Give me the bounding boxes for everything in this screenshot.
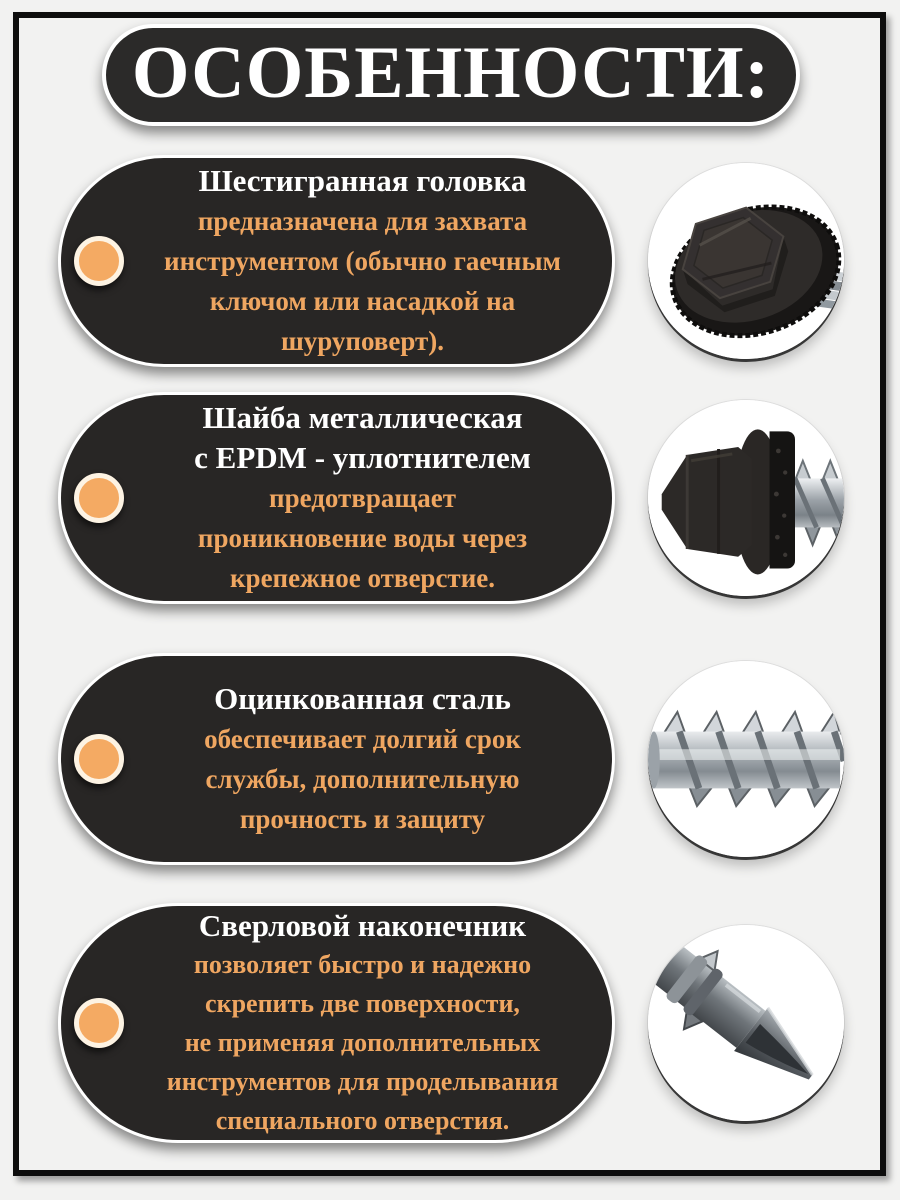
feature-heading: Шестигранная головка (198, 163, 527, 198)
feature-photo-circle (648, 163, 844, 359)
feature-photo-circle (648, 661, 844, 857)
feature-description: обеспечивает долгий срок службы, дополнительную прочность и защиту (204, 724, 521, 834)
galvanized-steel-thread-closeup-photo (648, 661, 844, 857)
bullet-dot-icon (74, 473, 124, 523)
feature-capsule-washer (58, 392, 615, 604)
bullet-dot-icon (74, 236, 124, 286)
drill-point-tip-closeup-photo (648, 925, 844, 1121)
feature-row-drill-tip (58, 903, 844, 1143)
feature-heading: Сверловой наконечник (198, 908, 527, 943)
feature-row-hex-head (58, 155, 844, 367)
bullet-dot-icon (74, 998, 124, 1048)
feature-row-washer (58, 392, 844, 604)
feature-description: позволяет быстро и надежно скрепить две поверхности, не применяя дополнительных инструментов для проделывания специального отверстия. (166, 950, 559, 1135)
feature-capsule-hex-head (58, 155, 615, 367)
feature-photo-circle (648, 400, 844, 596)
title-pill (102, 24, 800, 126)
feature-capsule-steel (58, 653, 615, 865)
feature-description: предотвращает проникновение воды через крепежное отверстие. (197, 483, 528, 593)
hex-head-with-epdm-washer-angled-photo (648, 163, 844, 359)
bullet-dot-icon (74, 734, 124, 784)
metal-washer-epdm-seal-side-photo (648, 400, 844, 596)
page-title: ОСОБЕННОСТИ: (131, 31, 771, 114)
feature-description: предназначена для захвата инструментом (обычно гаечным ключом или насадкой на шуруповерт). (164, 206, 561, 356)
feature-heading: Оцинкованная сталь (214, 681, 511, 716)
feature-heading: Шайба металлическая с EPDM - уплотнителем (194, 400, 531, 475)
feature-row-steel (58, 653, 844, 865)
feature-capsule-drill-tip (58, 903, 615, 1143)
feature-photo-circle (648, 925, 844, 1121)
